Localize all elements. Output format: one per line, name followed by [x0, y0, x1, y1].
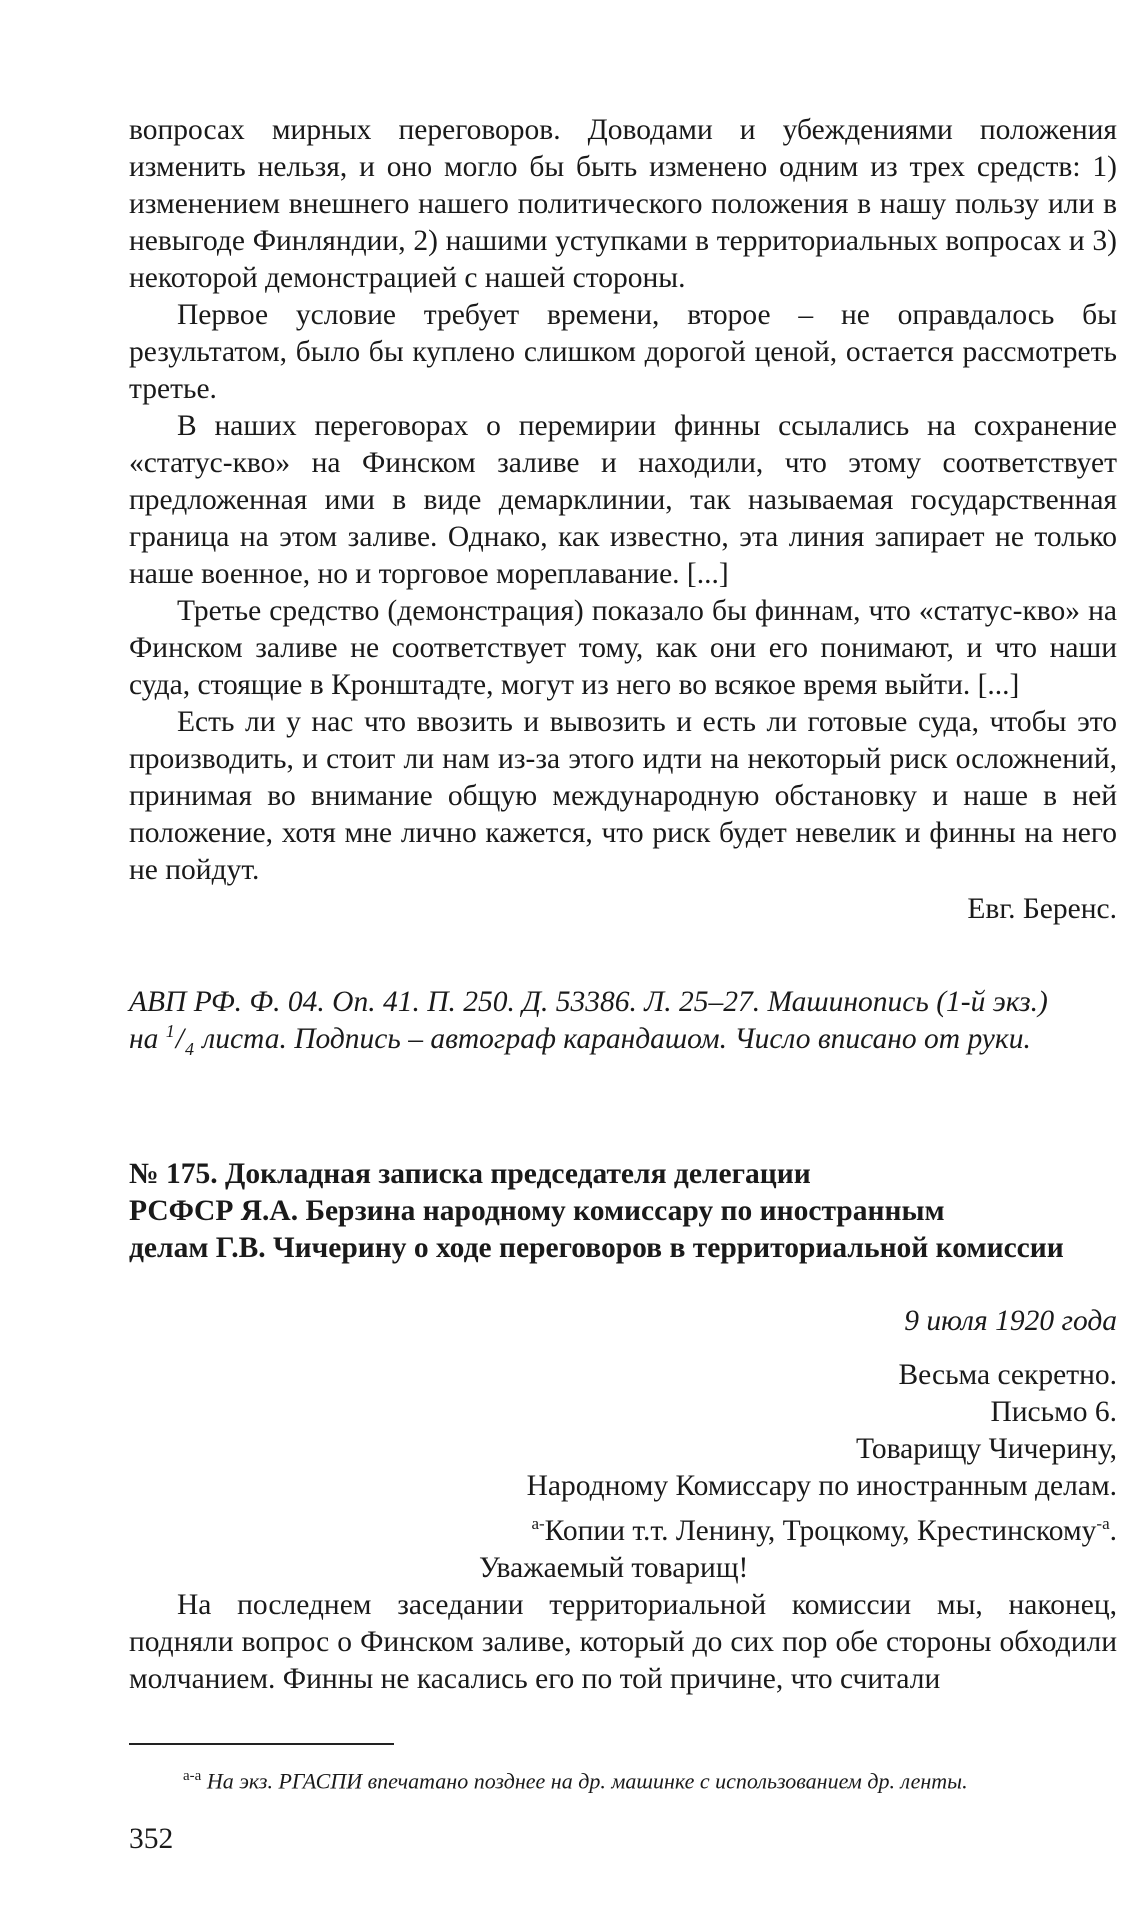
archive-rest: листа. Подпись – автограф карандашом. Число вписано от руки.: [202, 1023, 1031, 1055]
copies-line: $^{а-}$Копии т.т. Ленину, Троцкому, Крестинскому$^{-а}$.: [531, 1514, 1117, 1547]
salutation: Уважаемый товарищ!: [479, 1551, 749, 1584]
addressee-title: Народному Комиссару по иностранным делам.: [526, 1470, 1117, 1502]
paragraph: Есть ли у нас что ввозить и вывозить и есть ли готовые суда, чтобы это производить, и стоит ли нам из-за этого идти на некоторый риск осложнений, принимая во внимание общую международную обстановку и наше в ней положение, хотя мне лично кажется, что риск будет невелик и финны на него не пойдут.: [129, 706, 1117, 886]
footnote-mark-start: а-: [531, 1514, 545, 1533]
fraction: $^1/_4$: [165, 1021, 195, 1059]
title-line: делам Г.В. Чичерину о ходе переговоров в территориальной комиссии: [129, 1232, 1064, 1264]
archive-line-1: АВП РФ. Ф. 04. Оп. 41. П. 250. Д. 53386. Л. 25–27. Машинопись (1-й экз.): [129, 986, 1048, 1018]
signature: Евг. Беренс.: [967, 893, 1117, 925]
address-block: [129, 1357, 1117, 1550]
document-date: 9 июля 1920 года: [904, 1305, 1117, 1337]
letter-number: Письмо 6.: [990, 1396, 1117, 1428]
addressee: Товарищу Чичерину,: [856, 1433, 1117, 1465]
document-title: [129, 1156, 1117, 1267]
page-content: [129, 112, 1117, 1698]
footnote: [183, 1762, 1113, 1795]
paragraph: Первое условие требует времени, второе – не оправдалось бы результатом, было бы куплено слишком дорогой ценой, остается рассмотреть третье.: [129, 299, 1117, 405]
title-line: РСФСР Я.А. Берзина народному комиссару по иностранным: [129, 1195, 945, 1227]
fraction-denominator: 4: [184, 1038, 195, 1059]
footnote-mark-end: -а: [1096, 1514, 1110, 1533]
fraction-numerator: 1: [165, 1021, 176, 1042]
page-number: 352: [129, 1823, 174, 1855]
footnote-mark: а-а: [183, 1768, 202, 1784]
copies-text: Копии т.т. Ленину, Троцкому, Крестинскому: [544, 1514, 1097, 1547]
paragraph: В наших переговорах о перемирии финны ссылались на сохранение «статус-кво» на Финском заливе и находили, что этому соответствует предложенная ими в виде демарклинии, так называемая государственная граница на этом заливе. Однако, как известно, эта линия запирает не только наше военное, но и торговое мореплавание. [...]: [129, 410, 1117, 590]
letter-body: На последнем заседании территориальной комиссии мы, наконец, подняли вопрос о Финском заливе, который до сих пор обе стороны обходили молчанием. Финны не касались его по той причине, что считали: [129, 1588, 1117, 1695]
archive-prefix: на: [129, 1023, 166, 1055]
paragraph: Третье средство (демонстрация) показало бы финнам, что «статус-кво» на Финском заливе не соответствует тому, как они его понимают, и что наши суда, стоящие в Кронштадте, могут из него во всякое время выйти. [...]: [129, 595, 1117, 701]
title-line: № 175. Докладная записка председателя делегации: [129, 1158, 811, 1190]
footnote-divider: [129, 1743, 394, 1745]
archive-reference: [129, 984, 1117, 1058]
paragraph: вопросах мирных переговоров. Доводами и убеждениями положения изменить нельзя, и оно могло бы быть изменено одним из трех средств: 1) изменением внешнего нашего политического положения в нашу пользу или в невыгоде Финляндии, 2) нашими уступками в территориальных вопросах и 3) некоторой демонстрацией с нашей стороны.: [129, 114, 1117, 294]
classification: Весьма секретно.: [898, 1359, 1117, 1391]
footnote-text: На экз. РГАСПИ впечатано позднее на др. машинке с использованием др. ленты.: [206, 1768, 968, 1794]
